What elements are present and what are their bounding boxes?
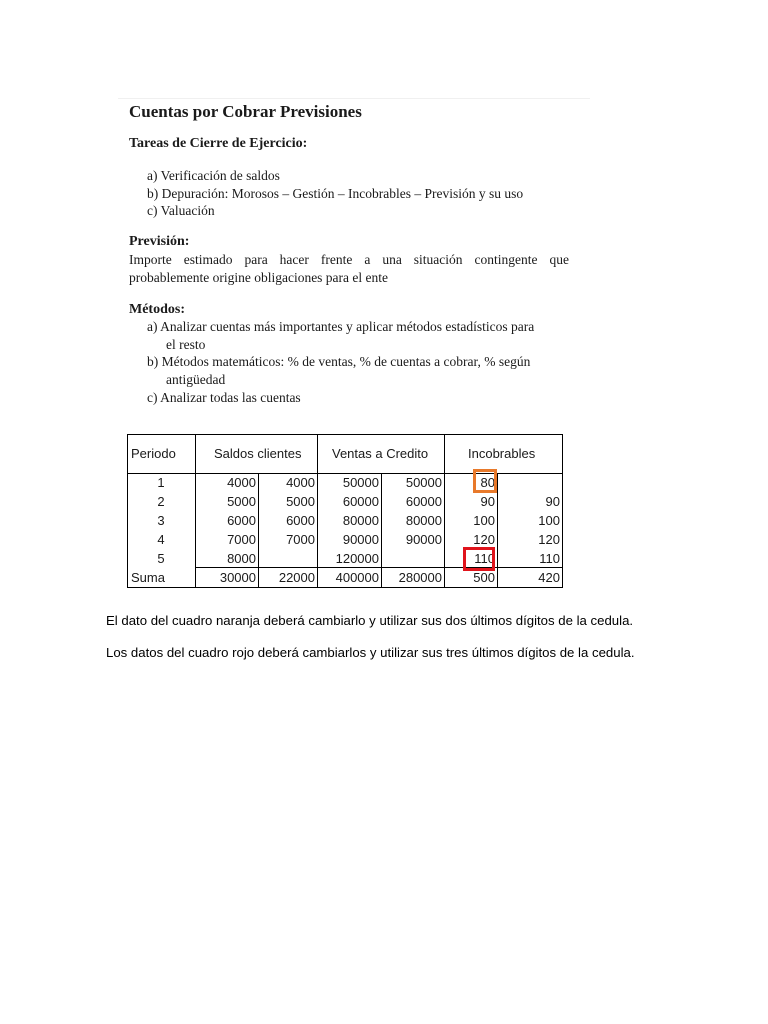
table-cell: 90000 (405, 532, 442, 547)
table-border-right (562, 434, 563, 588)
scanned-text-block (118, 98, 590, 415)
table-cell: 90 (480, 494, 495, 509)
tarea-a: a) Verificación de saldos (147, 168, 280, 183)
tareas-heading: Tareas de Cierre de Ejercicio: (129, 136, 308, 151)
sum-cell: 22000 (278, 570, 315, 585)
tarea-b: b) Depuración: Morosos – Gestión – Incobrables – Previsión y su uso (147, 186, 524, 201)
sum-label: Suma (131, 570, 165, 585)
period-cell: 5 (157, 551, 165, 566)
table-cell: 7000 (227, 532, 256, 547)
period-cell: 4 (157, 532, 165, 547)
table-cell: 4000 (227, 475, 256, 490)
table-cell: 110 (474, 551, 495, 566)
sum-cell: 400000 (335, 570, 379, 585)
prevision-line-1: Importe estimado para hacer frente a una situación contingente que (129, 252, 569, 267)
table-cell: 5000 (286, 494, 315, 509)
table-cell: 60000 (342, 494, 379, 509)
prevision-line-2: probablemente origine obligaciones para el ente (129, 270, 389, 285)
table-cell: 80 (480, 475, 495, 490)
metodo-a-line-2: el resto (166, 337, 206, 352)
table-cell: 50000 (342, 475, 379, 490)
tarea-c: c) Valuación (147, 203, 215, 218)
table-cell: 120 (538, 532, 560, 547)
table-cell: 120 (473, 532, 495, 547)
table-cell: 60000 (405, 494, 442, 509)
table-cell: 120000 (335, 551, 379, 566)
header-periodo: Periodo (131, 446, 176, 461)
incobrables-table (127, 434, 563, 589)
sum-cell: 420 (538, 570, 560, 585)
metodo-a-line-1: a) Analizar cuentas más importantes y aplicar métodos estadísticos para (147, 319, 535, 334)
table-cell: 110 (539, 551, 560, 566)
table-cell: 5000 (227, 494, 256, 509)
red-highlight-box (463, 547, 495, 571)
table-cell: 7000 (286, 532, 315, 547)
metodo-c: c) Analizar todas las cuentas (147, 390, 301, 405)
table-cell: 50000 (405, 475, 442, 490)
note-orange-box: El dato del cuadro naranja deberá cambiarlo y utilizar sus dos últimos dígitos de la cedula. (106, 613, 634, 628)
table-cell: 80000 (405, 513, 442, 528)
metodos-heading: Métodos: (129, 302, 185, 317)
table-cell: 6000 (227, 513, 256, 528)
note-red-box: Los datos del cuadro rojo deberá cambiarlos y utilizar sus tres últimos dígitos de la cedula. (106, 645, 635, 660)
sum-cell: 30000 (219, 570, 256, 585)
period-cell: 2 (157, 494, 165, 509)
sum-cell: 500 (473, 570, 495, 585)
metodo-b-line-1: b) Métodos matemáticos: % de ventas, % de cuentas a cobrar, % según (147, 354, 531, 369)
metodo-b-line-2: antigüedad (166, 372, 226, 387)
table-sum-divider (195, 567, 563, 568)
table-cell: 8000 (227, 551, 256, 566)
document-title: Cuentas por Cobrar Previsiones (129, 102, 362, 121)
table-cell: 4000 (286, 475, 315, 490)
table-cell: 80000 (342, 513, 379, 528)
prevision-heading: Previsión: (129, 234, 190, 249)
table-cell: 90000 (342, 532, 379, 547)
header-ventas-credito: Ventas a Credito (332, 446, 429, 461)
table-border-top (127, 434, 563, 435)
table-cell: 6000 (286, 513, 315, 528)
table-cell: 100 (538, 513, 560, 528)
header-saldos-clientes: Saldos clientes (214, 446, 302, 461)
header-incobrables: Incobrables (468, 446, 536, 461)
table-cell: 90 (545, 494, 560, 509)
period-cell: 3 (157, 513, 165, 528)
orange-highlight-box (473, 469, 497, 493)
sum-cell: 280000 (398, 570, 442, 585)
period-cell: 1 (157, 475, 165, 490)
table-cell: 100 (473, 513, 495, 528)
